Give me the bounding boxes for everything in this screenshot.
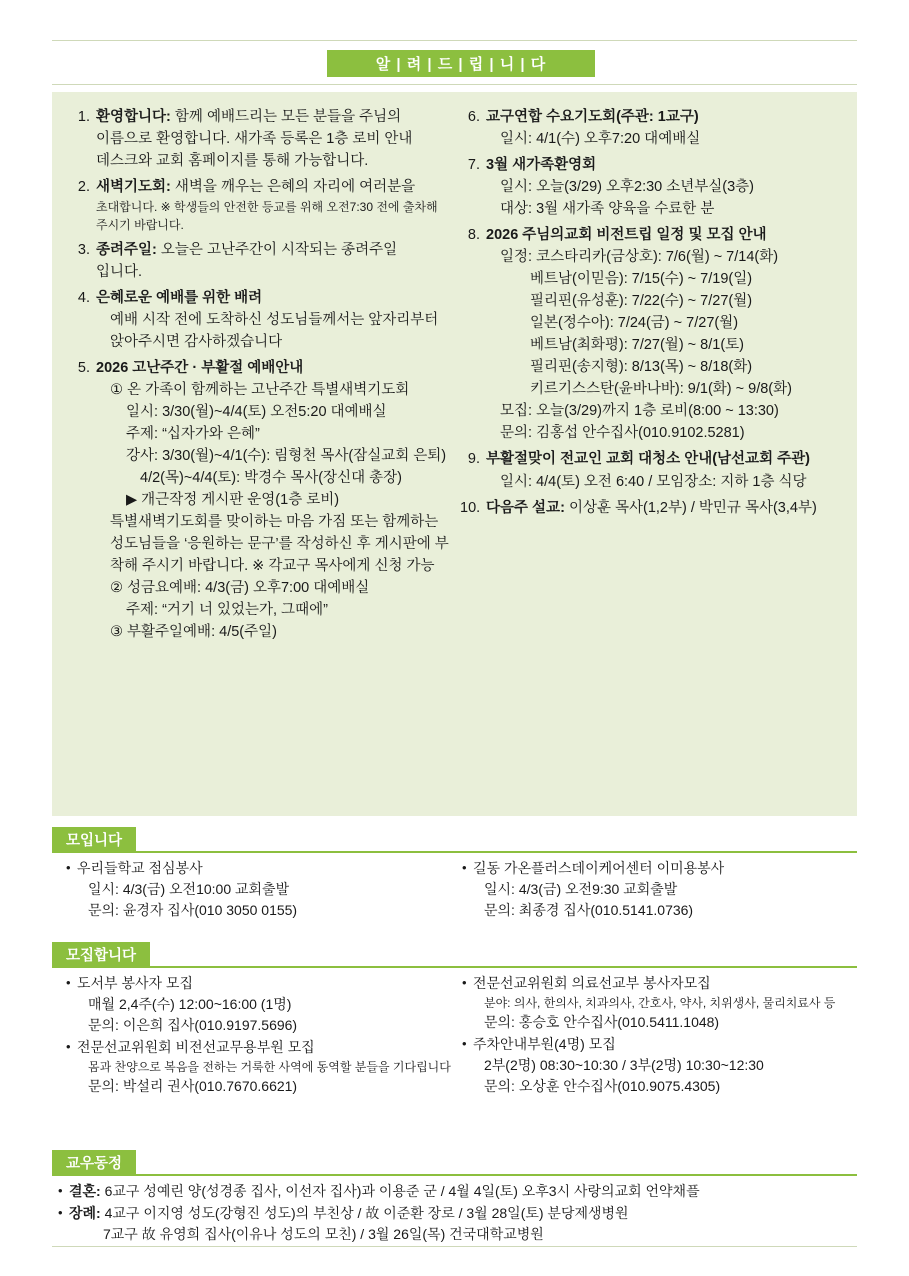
item-line: 분야: 의사, 한의사, 치과의사, 간호사, 약사, 치위생사, 물리치료사 등 <box>484 996 836 1010</box>
list-item <box>462 1034 857 1097</box>
notice-item <box>460 448 846 492</box>
notice-line: 새벽을 깨우는 은혜의 자리에 여러분을 <box>174 179 416 196</box>
notice-item <box>460 106 846 150</box>
notice-line: 이름으로 환영합니다. 새가족 등록은 1층 로비 안내 <box>96 131 413 148</box>
notice-subline: ① 온 가족이 함께하는 고난주간 특별새벽기도회 <box>110 381 410 398</box>
news-body <box>58 1181 858 1246</box>
section-label: 모입니다 <box>66 832 123 849</box>
page-title: 알 | 려 | 드 | 립 | 니 | 다 <box>375 56 547 73</box>
notice-subline: 특별새벽기도회를 맞이하는 마음 가짐 또는 함께하는 <box>110 513 439 530</box>
mojip-left <box>66 973 456 1098</box>
notice-line: 이상훈 목사(1,2부) / 박민규 목사(3,4부) <box>568 499 817 516</box>
section-rule <box>52 851 857 853</box>
notice-title: 은혜로운 예배를 위한 배려 <box>96 289 263 306</box>
item-line: 7교구 故 유영희 집사(이유나 성도의 모친) / 3월 26일(목) 건국대학교병원 <box>103 1226 544 1242</box>
item-line: 매월 2,4주(수) 12:00~16:00 (1명) <box>88 996 292 1012</box>
notice-subline: 주제: “십자가와 은혜” <box>126 425 260 442</box>
notice-line: 일시: 오늘(3/29) 오후2:30 소년부실(3층) <box>500 179 755 196</box>
section-rule <box>52 966 857 968</box>
item-title: • 길동 가온플러스데이케어센터 이미용봉사 <box>473 860 725 876</box>
notice-subline: 착해 주시기 바랍니다. ※ 각교구 목사에게 신청 가능 <box>110 558 435 575</box>
item-title: • 전문선교위원회 의료선교부 봉사자모집 <box>473 975 711 991</box>
notice-number: 5. <box>77 359 90 376</box>
notice-title: 2026 고난주간 · 부활절 예배안내 <box>96 359 304 376</box>
notice-line: 입니다. <box>96 263 143 280</box>
notice-number: 6. <box>467 109 480 125</box>
notice-subline: ② 성금요예배: 4/3(금) 오후7:00 대예배실 <box>110 580 370 597</box>
list-item <box>462 858 857 921</box>
mojip-right <box>462 973 857 1098</box>
notice-line: 베트남(최화평): 7/27(월) ~ 8/1(토) <box>530 337 744 354</box>
list-item <box>66 858 456 921</box>
notice-line: 일시: 4/1(수) 오후7:20 대예배실 <box>500 131 701 148</box>
notices-right-column <box>460 106 846 523</box>
notice-subline: 성도님들을 ‘응원하는 문구’를 작성하신 후 게시판에 부 <box>110 536 449 552</box>
notice-line: 앉아주시면 감사하겠습니다 <box>110 333 283 350</box>
notices-panel <box>52 92 857 816</box>
top-divider-2 <box>52 84 857 85</box>
list-item <box>66 973 456 1036</box>
notice-line: 오늘은 고난주간이 시작되는 종려주일 <box>160 241 398 258</box>
notice-title: 환영합니다: <box>96 109 171 125</box>
list-item <box>58 1181 858 1202</box>
item-line: 일시: 4/3(금) 오전9:30 교회출발 <box>484 881 678 897</box>
notice-line: 초대합니다. ※ 학생들의 안전한 등교를 위해 오전7:30 전에 출차해 <box>96 200 438 215</box>
notice-number: 8. <box>467 227 480 244</box>
notice-line: 일시: 4/4(토) 오전 6:40 / 모임장소: 지하 1층 식당 <box>500 473 807 490</box>
notice-number: 3. <box>77 241 90 258</box>
item-line: 6교구 성예린 양(성경종 집사, 이선자 집사)과 이용준 군 / 4월 4일(토) 오후3시 사랑의교회 언약채플 <box>104 1183 700 1199</box>
item-title: • 주차안내부원(4명) 모집 <box>473 1036 616 1052</box>
item-title: • 도서부 봉사자 모집 <box>77 975 193 991</box>
notice-line: 키르기스스탄(윤바나바): 9/1(화) ~ 9/8(화) <box>530 381 792 398</box>
item-line: 문의: 홍승호 안수집사(010.5411.1048) <box>484 1014 720 1030</box>
page-title-banner <box>327 50 595 77</box>
notice-line: 모집: 오늘(3/29)까지 1층 로비(8:00 ~ 13:30) <box>500 403 779 420</box>
section-rule <box>52 1174 857 1176</box>
section-header-news <box>52 1150 136 1174</box>
notice-number: 1. <box>77 109 90 125</box>
item-title: 장례: <box>69 1205 101 1221</box>
notice-line: 필리핀(송지형): 8/13(목) ~ 8/18(화) <box>530 359 753 376</box>
bottom-divider <box>52 1246 857 1247</box>
item-line: 문의: 이은희 집사(010.9197.5696) <box>88 1017 298 1033</box>
notice-subline: ▶ 개근작정 게시판 운영(1층 로비) <box>126 491 340 508</box>
notice-title: 다음주 설교: <box>486 499 565 516</box>
section-label: 모집합니다 <box>66 947 137 964</box>
item-title: • 전문선교위원회 비전선교무용부원 모집 <box>77 1039 315 1055</box>
list-item <box>58 1203 858 1245</box>
notice-line: 필리핀(유성훈): 7/22(수) ~ 7/27(월) <box>530 293 753 310</box>
moipnida-right <box>462 858 857 922</box>
item-title: • 우리들학교 점심봉사 <box>77 860 203 876</box>
notice-subline: 주제: “거기 너 있었는가, 그때에” <box>126 602 328 619</box>
item-line: 일시: 4/3(금) 오전10:00 교회출발 <box>88 881 290 897</box>
notice-item <box>70 106 452 172</box>
section-header-mojiphamnida <box>52 942 150 966</box>
top-divider-1 <box>52 40 857 41</box>
notice-item <box>70 357 452 643</box>
item-line: 문의: 박설리 권사(010.7670.6621) <box>88 1078 298 1094</box>
item-line: 문의: 윤경자 집사(010 3050 0155) <box>88 902 298 918</box>
list-item <box>66 1037 456 1097</box>
list-item <box>462 973 857 1033</box>
notice-subline: ③ 부활주일예배: 4/5(주일) <box>110 624 277 641</box>
item-line: 4교구 이지영 성도(강형진 성도)의 부친상 / 故 이준환 장로 / 3월 28일(토) 분당제생병원 <box>104 1205 629 1221</box>
notice-number: 2. <box>77 179 90 196</box>
notice-item <box>70 176 452 235</box>
section-header-moipnida <box>52 827 136 851</box>
notice-title: 3월 새가족환영회 <box>486 157 597 174</box>
notice-number: 9. <box>467 451 480 468</box>
notice-title: 2026 주님의교회 비전트립 일정 및 모집 안내 <box>486 227 767 244</box>
notice-number: 7. <box>467 157 480 174</box>
notice-subline: 일시: 3/30(월)~4/4(토) 오전5:20 대예배실 <box>126 403 387 420</box>
notice-line: 일정: 코스타리카(금상호): 7/6(월) ~ 7/14(화) <box>500 249 779 266</box>
notice-line: 예배 시작 전에 도착하신 성도님들께서는 앞자리부터 <box>110 311 439 328</box>
notice-subline: 4/2(목)~4/4(토): 박경수 목사(장신대 총장) <box>140 469 402 486</box>
moipnida-left <box>66 858 456 922</box>
notice-line: 함께 예배드리는 모든 분들을 주님의 <box>174 109 402 125</box>
notice-item <box>70 239 452 283</box>
notice-line: 주시기 바랍니다. <box>96 218 184 233</box>
notice-title: 교구연합 수요기도회(주관: 1교구) <box>486 109 699 125</box>
notice-item <box>460 224 846 444</box>
notice-item <box>70 287 452 353</box>
notice-line: 데스크와 교회 홈페이지를 통해 가능합니다. <box>96 153 369 170</box>
section-label: 교우동정 <box>66 1155 123 1172</box>
notices-left-column <box>70 106 452 647</box>
notice-line: 일본(정수아): 7/24(금) ~ 7/27(월) <box>530 315 739 332</box>
notice-item <box>460 154 846 220</box>
item-line: 문의: 최종경 집사(010.5141.0736) <box>484 902 694 918</box>
notice-title: 새벽기도회: <box>96 179 171 196</box>
item-title: 결혼: <box>69 1183 101 1199</box>
notice-subline: 강사: 3/30(월)~4/1(수): 림형천 목사(잠실교회 은퇴) <box>126 447 447 464</box>
item-line: 2부(2명) 08:30~10:30 / 3부(2명) 10:30~12:30 <box>484 1057 764 1073</box>
notice-line: 문의: 김홍섭 안수집사(010.9102.5281) <box>500 425 745 442</box>
notice-line: 베트남(이믿음): 7/15(수) ~ 7/19(일) <box>530 271 753 288</box>
notice-number: 4. <box>77 289 90 306</box>
item-line: 몸과 찬양으로 복음을 전하는 거룩한 사역에 동역할 분들을 기다립니다 <box>88 1060 451 1074</box>
notice-number: 10. <box>460 499 481 516</box>
notice-title: 부활절맞이 전교인 교회 대청소 안내(남선교회 주관) <box>486 451 810 468</box>
notice-title: 종려주일: <box>96 241 157 258</box>
item-line: 문의: 오상훈 안수집사(010.9075.4305) <box>484 1078 721 1094</box>
notice-item <box>460 497 846 519</box>
notice-line: 대상: 3월 새가족 양육을 수료한 분 <box>500 201 715 218</box>
